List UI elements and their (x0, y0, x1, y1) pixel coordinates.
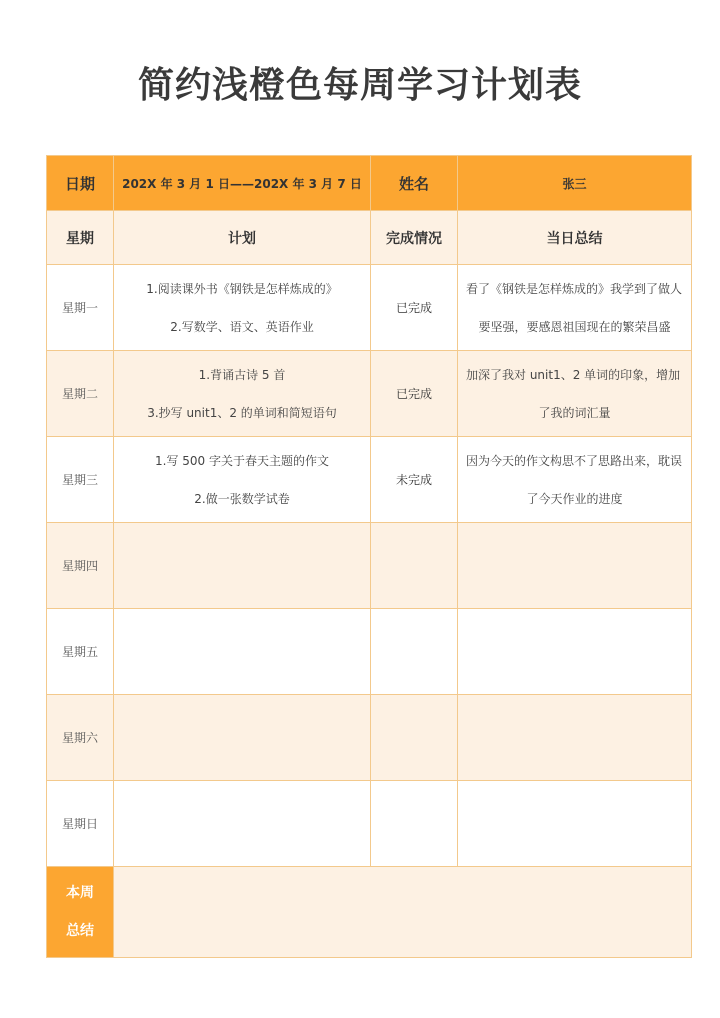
header-row (47, 156, 692, 211)
summary-line: 看了《钢铁是怎样炼成的》我学到了做人 (466, 281, 683, 296)
study-plan-table (46, 155, 692, 958)
plan-cell (114, 265, 371, 351)
column-header-row (47, 211, 692, 265)
weekly-summary-row (47, 867, 692, 958)
summary-line: 了我的词汇量 (538, 405, 611, 420)
name-label: 姓名 (371, 156, 458, 211)
weekday-cell: 星期一 (47, 265, 114, 351)
weekly-summary-label-line: 总结 (66, 923, 94, 939)
day-row-saturday (47, 695, 692, 781)
status-cell (371, 695, 458, 781)
summary-cell (458, 695, 692, 781)
summary-line: 加深了我对 unit1、2 单词的印象，增加 (466, 367, 681, 382)
status-cell (371, 781, 458, 867)
plan-cell (114, 609, 371, 695)
page-title: 简约浅橙色每周学习计划表 (137, 65, 582, 106)
status-cell: 未完成 (371, 437, 458, 523)
plan-cell (114, 523, 371, 609)
date-label: 日期 (47, 156, 114, 211)
weekday-cell: 星期六 (47, 695, 114, 781)
summary-line: 因为今天的作文构思不了思路出来，耽误 (466, 453, 683, 468)
plan-cell (114, 437, 371, 523)
column-header-weekday: 星期 (47, 211, 114, 265)
weekday-cell: 星期五 (47, 609, 114, 695)
plan-line: 1.写 500 字关于春天主题的作文 (155, 453, 329, 468)
day-row-wednesday (47, 437, 692, 523)
day-row-monday (47, 265, 692, 351)
summary-cell (458, 781, 692, 867)
summary-cell (458, 437, 692, 523)
weekly-summary-content (114, 867, 692, 958)
weekly-summary-label-line: 本周 (66, 885, 94, 901)
date-range: 202X 年 3 月 1 日——202X 年 3 月 7 日 (114, 156, 371, 211)
plan-line: 1.背诵古诗 5 首 (198, 367, 286, 382)
weekday-cell: 星期四 (47, 523, 114, 609)
column-header-summary: 当日总结 (458, 211, 692, 265)
status-cell (371, 609, 458, 695)
plan-line: 2.写数学、语文、英语作业 (170, 319, 314, 334)
weekday-cell: 星期日 (47, 781, 114, 867)
plan-cell (114, 351, 371, 437)
name-value: 张三 (458, 156, 692, 211)
summary-line: 了今天作业的进度 (526, 491, 623, 506)
column-header-status: 完成情况 (371, 211, 458, 265)
plan-line: 3.抄写 unit1、2 的单词和简短语句 (147, 405, 337, 420)
weekday-cell: 星期三 (47, 437, 114, 523)
weekday-cell: 星期二 (47, 351, 114, 437)
day-row-friday (47, 609, 692, 695)
status-cell (371, 523, 458, 609)
day-row-tuesday (47, 351, 692, 437)
summary-cell (458, 523, 692, 609)
summary-cell (458, 609, 692, 695)
weekly-summary-label (47, 867, 114, 958)
summary-line: 要坚强，要感恩祖国现在的繁荣昌盛 (478, 319, 671, 334)
plan-line: 2.做一张数学试卷 (194, 491, 290, 506)
status-cell: 已完成 (371, 265, 458, 351)
day-row-sunday (47, 781, 692, 867)
summary-cell (458, 265, 692, 351)
plan-line: 1.阅读课外书《钢铁是怎样炼成的》 (146, 281, 338, 296)
day-row-thursday (47, 523, 692, 609)
column-header-plan: 计划 (114, 211, 371, 265)
status-cell: 已完成 (371, 351, 458, 437)
summary-cell (458, 351, 692, 437)
plan-cell (114, 695, 371, 781)
plan-cell (114, 781, 371, 867)
